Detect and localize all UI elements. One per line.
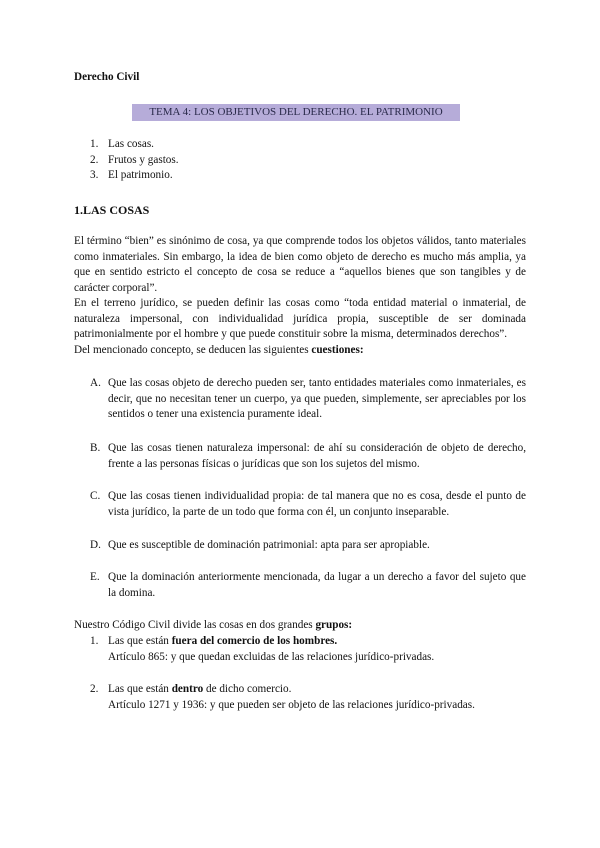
body-text [74,234,526,358]
outline-item: 3. El patrimonio. [90,169,173,181]
outline-item: 2. Frutos y gastos. [90,154,179,166]
grupo-item: 2. Las que están dentro de dicho comercio. Artículo 1271 y 1936: y que pueden ser objeto de las relaciones jurídico-privadas. [90,683,475,711]
paragraph-3: Del mencionado concepto, se deducen las siguientes cuestiones: [74,343,364,356]
paragraph-1: El término “bien” es sinónimo de cosa, ya que comprende todos los objetos válidos, tanto materiales como inmateriales. Sin embargo, la idea de bien como objeto de derecho es mucho más amplia, ya que en sentido estricto el concepto de cosa se reduce a “aquellos bienes que son tangibles y de carácter corporal”. [74,235,526,294]
cuestion-item: E. Que la dominación anteriormente mencionada, da lugar a un derecho a favor del sujeto que la domina. [90,571,526,599]
grupos-intro: Nuestro Código Civil divide las cosas en dos grandes grupos: [74,619,353,631]
tema-title-highlight: TEMA 4: LOS OBJETIVOS DEL DERECHO. EL PATRIMONIO [132,104,460,121]
grupo-item: 1. Las que están fuera del comercio de los hombres. Artículo 865: y que quedan excluidas de las relaciones jurídico-privadas. [90,635,435,663]
paragraph-2: En el terreno jurídico, se pueden definir las cosas como “toda entidad material o inmaterial, de naturaleza impersonal, con individualidad jurídica propia, susceptible de ser dominada patrimonialmente por el hombre y que puede constituir sobre la misma, determinados derechos”. [74,297,526,340]
cuestion-item: B. Que las cosas tienen naturaleza impersonal: de ahí su consideración de objeto de derecho, frente a las personas físicas o jurídicas que son los sujetos del mismo. [90,442,526,470]
cuestion-item: A. Que las cosas objeto de derecho pueden ser, tanto entidades materiales como inmateriales, es decir, que no necesitan tener un cuerpo, ya que pueden, simplemente, ser apreciables por los sentidos o tener una existencia puramente ideal. [90,377,526,420]
cuestion-item: D. Que es susceptible de dominación patrimonial: apta para ser apropiable. [90,539,430,551]
cuestion-item: C. Que las cosas tienen individualidad propia: de tal manera que no es cosa, desde el punto de vista jurídico, la parte de un todo que forma con él, un conjunto inseparable. [90,490,526,518]
course-title: Derecho Civil [74,71,140,83]
section-heading: 1.LAS COSAS [74,203,150,217]
outline-item: 1. Las cosas. [90,138,154,150]
